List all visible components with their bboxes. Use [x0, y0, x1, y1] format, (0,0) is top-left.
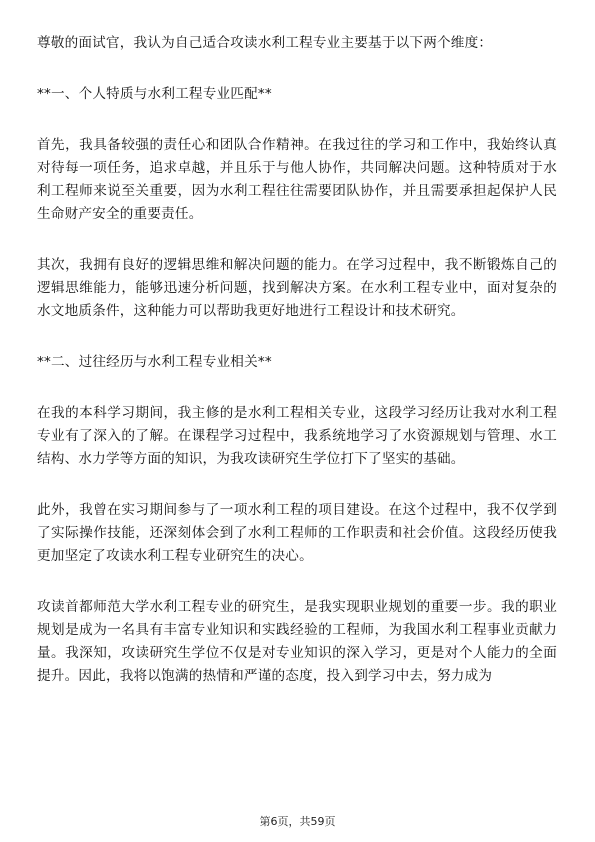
- paragraph-logic: 其次，我拥有良好的逻辑思维和解决问题的能力。在学习过程中，我不断锻炼自己的逻辑思维能力，能够迅速分析问题，找到解决方案。在水利工程专业中，面对复杂的水文地质条件，这种能力可以帮助我更好地进行工程设计和技术研究。: [37, 257, 557, 319]
- paragraph-internship: 此外，我曾在实习期间参与了一项水利工程的项目建设。在这个过程中，我不仅学到了实际操作技能，还深刻体会到了水利工程师的工作职责和社会价值。这段经历使我更加坚定了攻读水利工程专业研究生的决心。: [37, 502, 557, 564]
- paragraph-undergrad: 在我的本科学习期间，我主修的是水利工程相关专业，这段学习经历让我对水利工程专业有了深入的了解。在课程学习过程中，我系统地学习了水资源规划与管理、水工结构、水力学等方面的知识，为我攻读研究生学位打下了坚实的基础。: [37, 405, 557, 467]
- section-heading-1: **一、个人特质与水利工程专业匹配**: [37, 86, 272, 102]
- page-number: 第6页，共59页: [259, 815, 336, 828]
- section-heading-2: **二、过往经历与水利工程专业相关**: [37, 354, 272, 370]
- paragraph-intro: 尊敬的面试官，我认为自己适合攻读水利工程专业主要基于以下两个维度：: [37, 35, 493, 51]
- document-body: [37, 32, 557, 716]
- paragraph-career-plan: 攻读首都师范大学水利工程专业的研究生，是我实现职业规划的重要一步。我的职业规划是成为一名具有丰富专业知识和实践经验的工程师，为我国水利工程事业贡献力量。我深知，攻读研究生学位不仅是对专业知识的深入学习，更是对个人能力的全面提升。因此，我将以饱满的热情和严谨的态度，投入到学习中去，努力成为: [37, 599, 557, 684]
- paragraph-responsibility: 首先，我具备较强的责任心和团队合作精神。在我过往的学习和工作中，我始终认真对待每一项任务，追求卓越，并且乐于与他人协作，共同解决问题。这种特质对于水利工程师来说至关重要，因为水利工程往往需要团队协作，并且需要承担起保护人民生命财产安全的重要责任。: [37, 137, 557, 222]
